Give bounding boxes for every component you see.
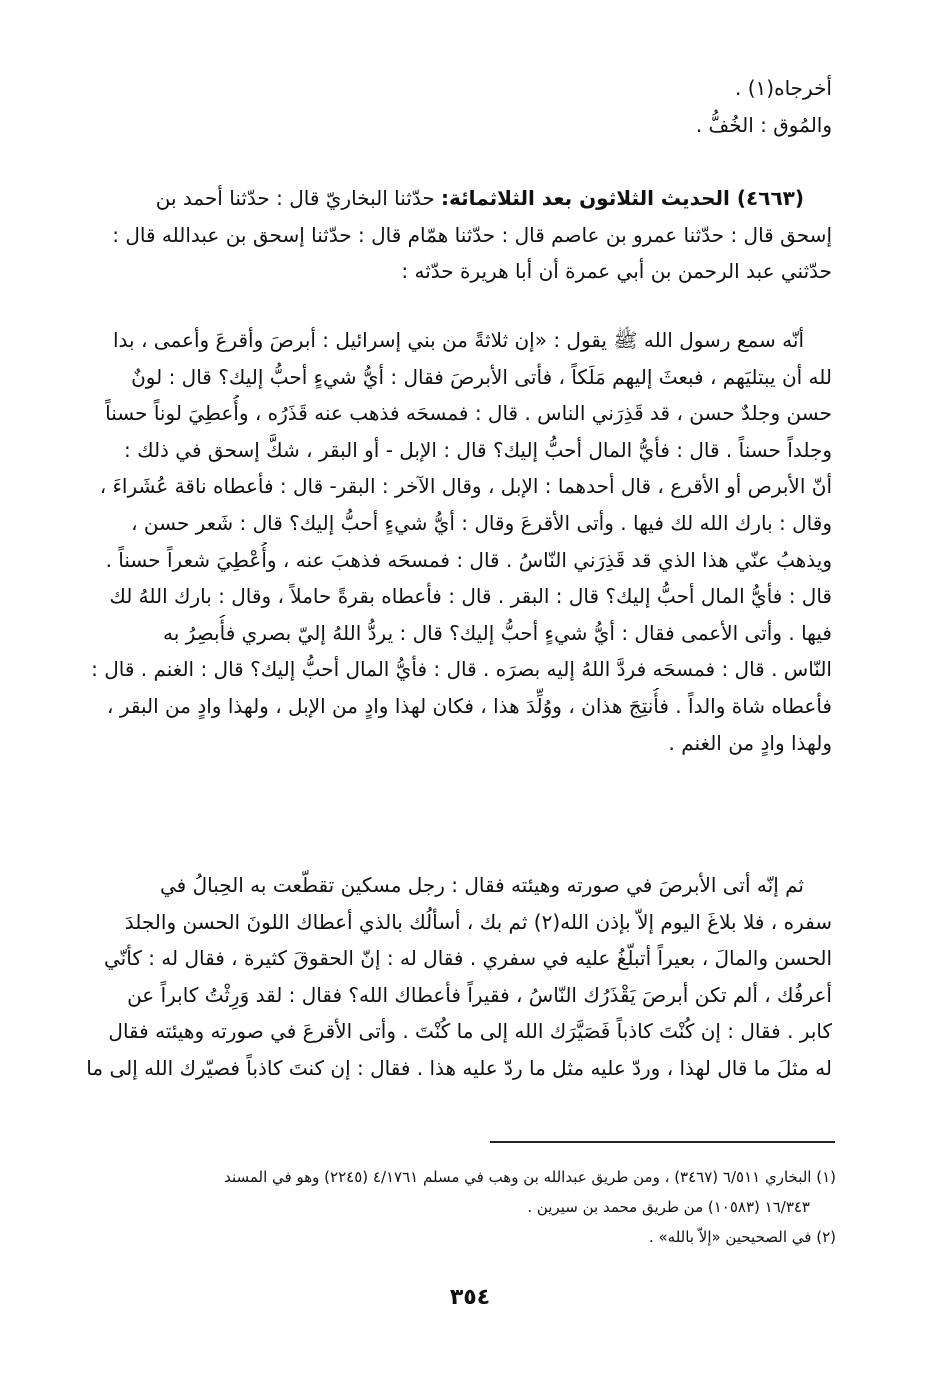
hadith-body-line: قال : فأيُّ المال أحبُّ إليك؟ قال : البقر . قال : فأعطاه بقرةً حاملاً ، وقال : بارك اللهُ لك <box>109 584 832 609</box>
hadith-body-line: النّاس . قال : فمسحَه فردَّ اللهُ إليه بصرَه . قال : فأيُّ المال أحبُّ إليك؟ قال : الغنم . قال : <box>91 657 832 682</box>
footnote-divider <box>490 1141 835 1143</box>
continuation-line: سفره ، فلا بلاغَ اليوم إلاّ بإذن الله(٢) ثم بك ، أسألُك بالذي أعطاك اللونَ الحسن والجلدَ <box>124 909 832 934</box>
hadith-body-line: حسن وجلدٌ حسن ، قد قَذِرَني الناس . قال : فمسحَه فذهب عنه قَذَرُه ، وأُعطِيَ لوناً حسناً <box>105 401 832 426</box>
continuation-line: له مثلَ ما قال لهذا ، وردّ عليه مثل ما ردّ عليه هذا . فقال : إن كنتَ كاذباً فصيّرك الله إلى ما <box>86 1055 832 1080</box>
footnote-1-line-1: (١) البخاري ٦/٥١١ (٣٤٦٧) ، ومن طريق عبدالله بن وهب في مسلم ٤/١٧٦١ (٢٢٤٥) وهو في المسند <box>224 1168 836 1186</box>
hadith-body-block <box>64 322 832 761</box>
hadith-heading-rest: حدّثنا البخاريّ قال : حدّثنا أحمد بن <box>155 186 442 210</box>
page-number: ٣٥٤ <box>449 1285 491 1310</box>
intro-line-2: والمُوق : الخُفُّ . <box>695 112 832 137</box>
footnote-1-line-2: ١٦/٣٤٣ (١٠٥٨٣) من طريق محمد بن سيرين . <box>527 1198 810 1216</box>
continuation-line: أعرفُك ، ألم تكن أبرصَ يَقْذَرُك النّاسُ ، فقيراً فأعطاك الله؟ فقال : لقد وَرِثْتُ كابراً عن <box>127 982 832 1007</box>
hadith-body-line: فيها . وأتى الأعمى فقال : أيُّ شيءٍ أحبُّ إليك؟ قال : يردُّ اللهُ إليّ بصري فأُبصِرُ به <box>163 620 832 645</box>
hadith-body-line: وقال : بارك الله لك فيها . وأتى الأقرعَ وقال : أيُّ شيءٍ أحبُّ إليك؟ قال : شَعر حسن ، <box>131 510 832 535</box>
hadith-heading-line-3: حدّثني عبد الرحمن بن أبي عمرة أن أبا هريرة حدّثه : <box>401 259 832 284</box>
hadith-body-line: وجلداً حسناً . قال : فأيُّ المال أحبُّ إليك؟ قال : الإبل - أو البقر ، شكَّ إسحق في ذلك : <box>124 437 832 462</box>
footnotes <box>64 1162 836 1252</box>
hadith-heading-line-1 <box>64 180 832 217</box>
continuation-line: ثم إنّه أتى الأبرصَ في صورته وهيئته فقال : رجل مسكين تقطّعت به الحِبالُ في <box>160 873 804 897</box>
hadith-body-line: أنّ الأبرص أو الأقرع ، قال أحدهما : الإبل ، وقال الآخر : البقر- قال : فأعطاه ناقة عُشَراءَ ، <box>99 474 832 499</box>
intro-line-1: أخرجاه(١) . <box>735 76 832 100</box>
hadith-body-line: فأعطاه شاة والداً . فأُنتِجَ هذان ، ووُلِّدَ هذا ، فكان لهذا وادٍ من الإبل ، ولهذا وادٍ من البقر ، <box>107 693 832 718</box>
hadith-body-line: ولهذا وادٍ من الغنم . <box>668 730 832 755</box>
hadith-heading-line-2: إسحق قال : حدّثنا عمرو بن عاصم قال : حدّثنا همّام قال : حدّثنا إسحق بن عبدالله قال : <box>112 222 832 247</box>
continuation-line: كابر . فقال : إن كُنْتَ كاذباً فَصَيَّرَك الله إلى ما كُنْتَ . وأتى الأقرعَ في صورته وهيئته فقال <box>108 1019 832 1044</box>
hadith-body-line: ويذهبُ عنّي هذا الذي قد قَذِرَني النّاسُ . قال : فمسحَه فذهبَ عنه ، وأُعْطِيَ شعراً حسناً . <box>105 547 832 572</box>
hadith-heading-block <box>64 180 832 290</box>
hadith-title: (٤٦٦٣) الحديث الثلاثون بعد الثلاثمائة: <box>441 186 804 210</box>
hadith-body-line: أنّه سمع رسول الله ﷺ يقول : «إن ثلاثةً من بني إسرائيل : أبرصَ وأقرعَ وأعمى ، بدا <box>112 328 804 352</box>
continuation-block <box>64 867 832 1087</box>
continuation-line: الحسن والمالَ ، بعيراً أتبلّغُ عليه في سفري . فقال له : إنّ الحقوقَ كثيرة ، فقال له : كأنّي <box>104 946 832 971</box>
hadith-body-line: لله أن يبتليَهم ، فبعثَ إليهم مَلَكاً ، فأتى الأبرصَ فقال : أيُّ شيءٍ أحبُّ إليك؟ قال : لونٌ <box>131 364 832 389</box>
intro-block <box>64 70 832 143</box>
footnote-2: (٢) في الصحيحين «إلاّ بالله» . <box>648 1228 836 1246</box>
